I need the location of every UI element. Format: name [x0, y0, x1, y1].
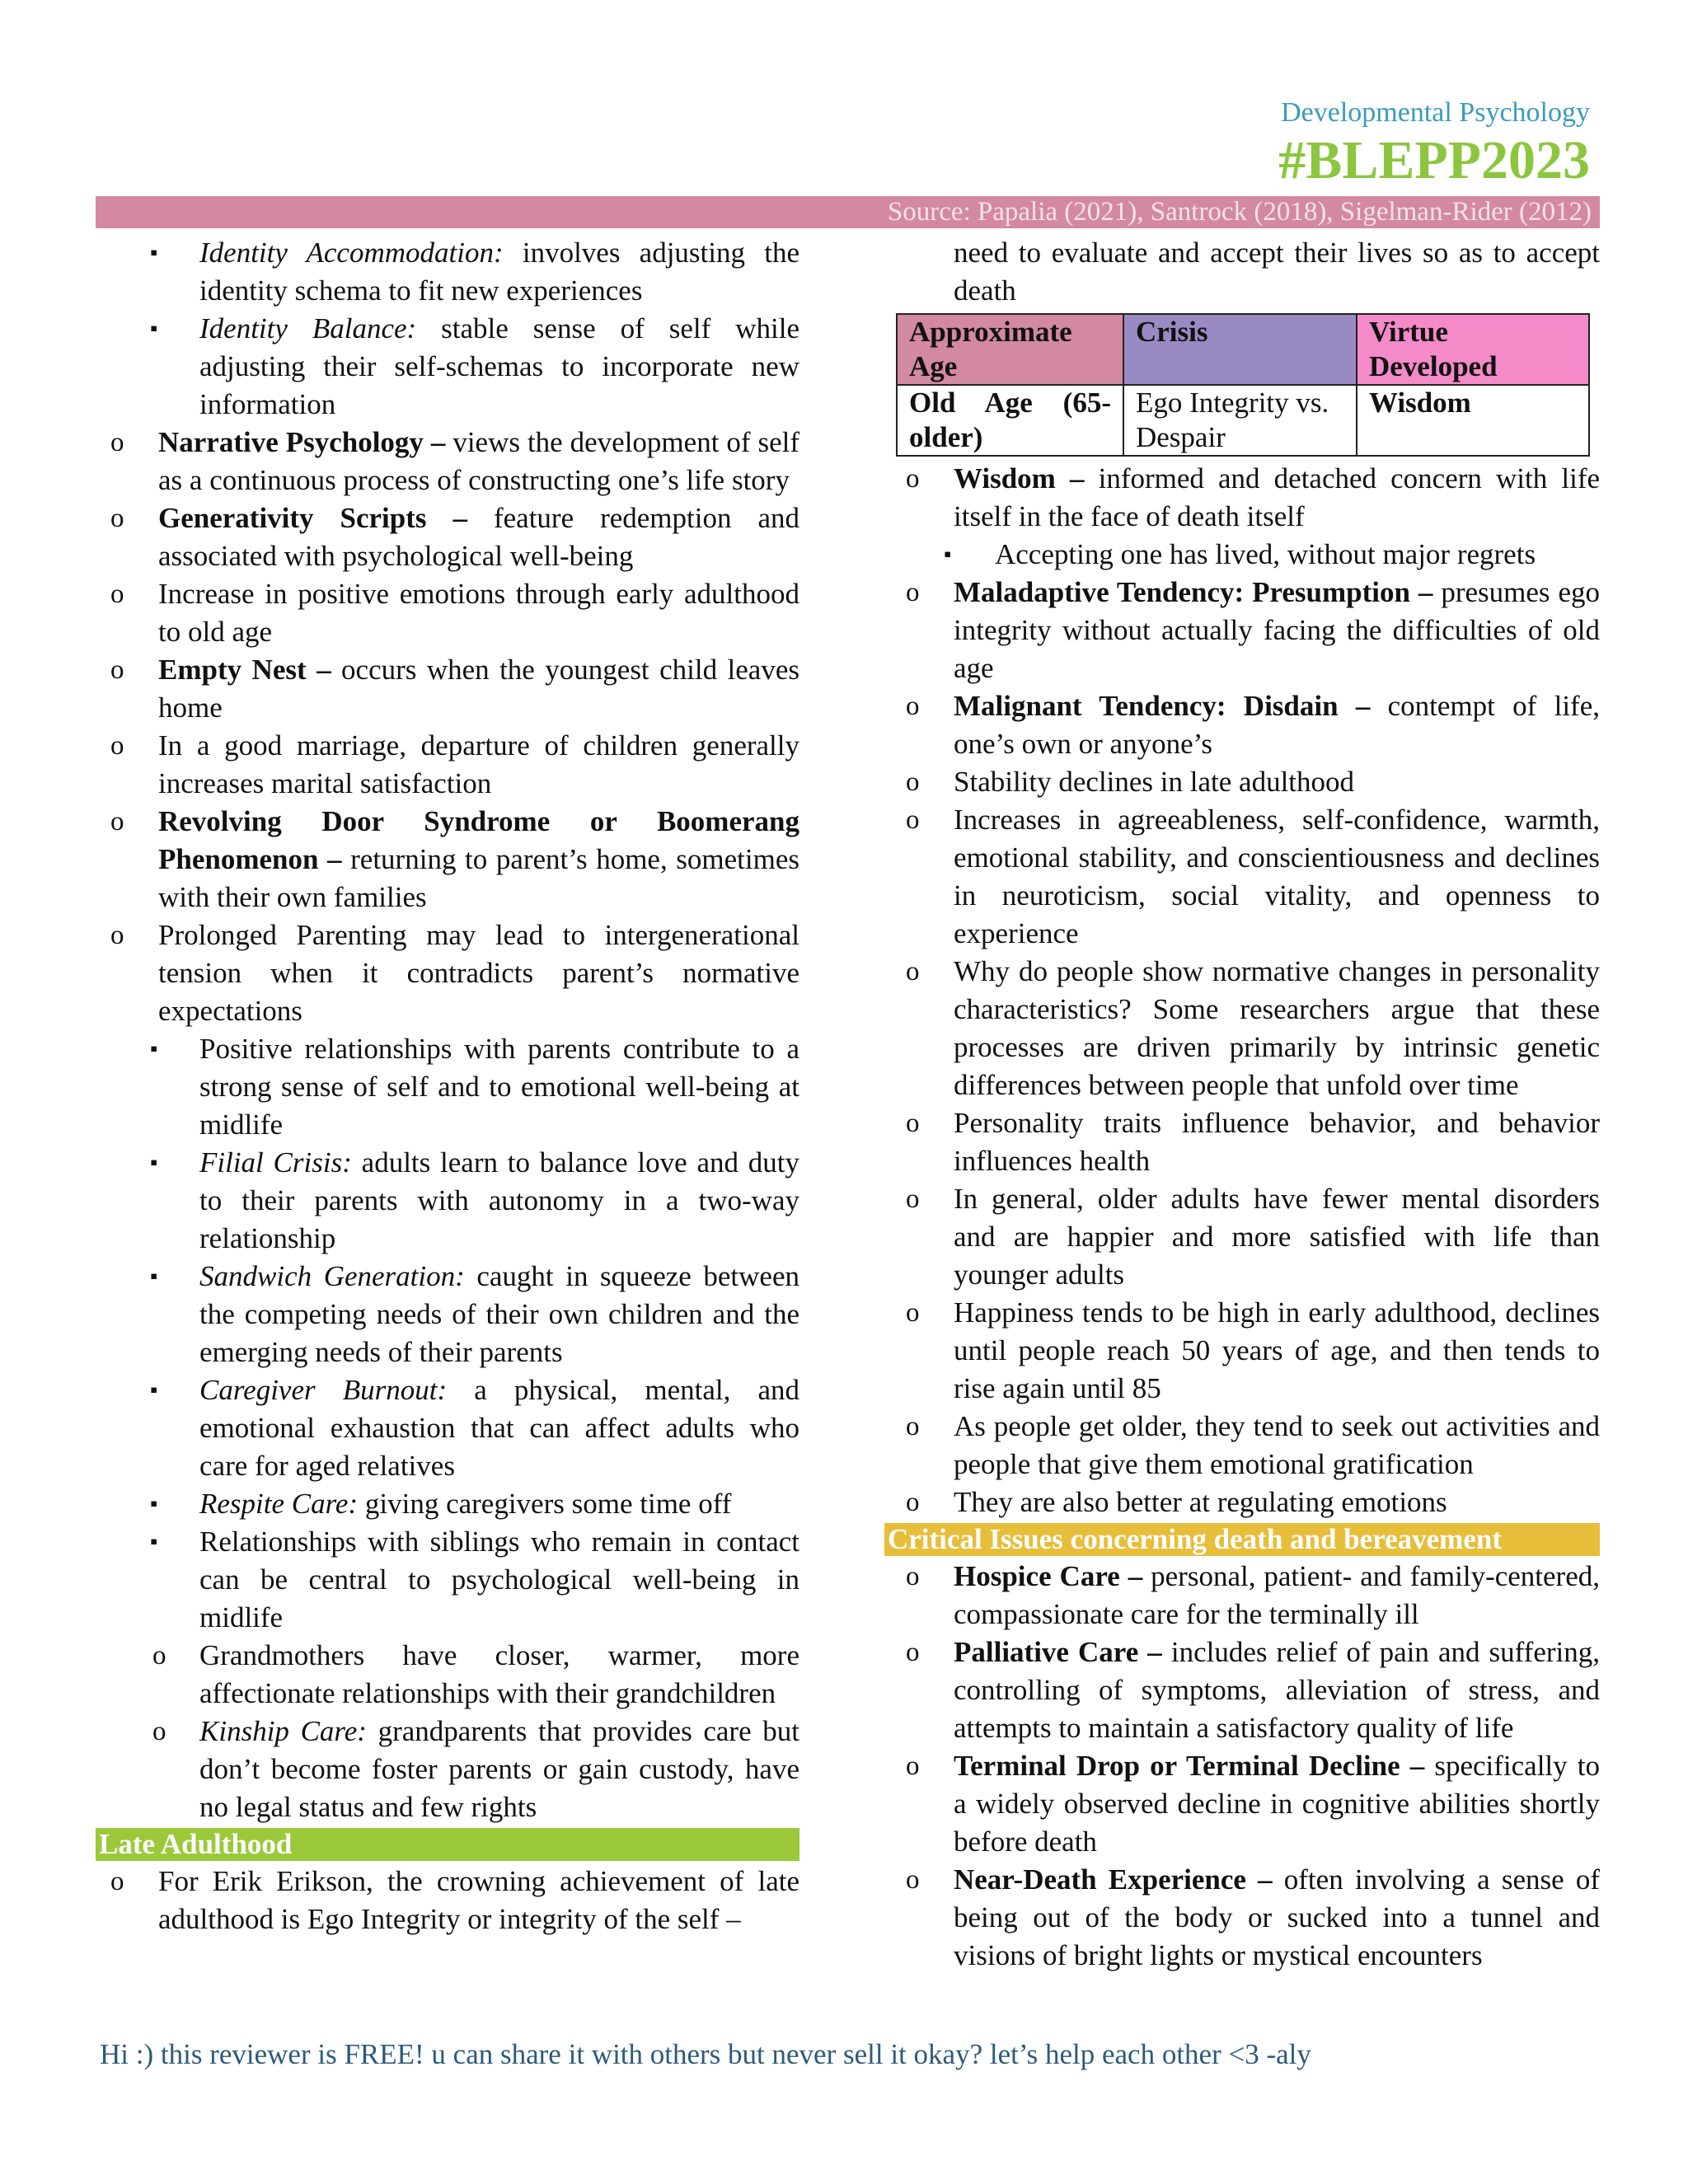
term: Identity Accommodation:	[199, 237, 504, 269]
list-item	[891, 801, 1600, 953]
definition: feature redemption and associated with psychological well-being	[158, 502, 799, 572]
term: Empty Nest –	[158, 654, 331, 686]
list-item	[891, 763, 1600, 801]
item-text: Grandmothers have closer, warmer, more affectionate relationships with their grandchildren	[199, 1639, 799, 1709]
source-bar	[96, 196, 1600, 228]
list-item	[96, 1030, 799, 1144]
list-item	[96, 1523, 799, 1637]
list-item	[891, 1747, 1600, 1861]
source-text: Source: Papalia (2021), Santrock (2018), Sigelman-Rider (2012)	[887, 197, 1592, 227]
list-item	[891, 1483, 1600, 1521]
term: Narrative Psychology –	[158, 426, 446, 458]
list-item	[891, 687, 1600, 763]
table-cell: Wisdom	[1357, 385, 1589, 456]
list-item	[96, 803, 799, 916]
definition: includes relief of pain and suffering, controlling of symptoms, alleviation of stress, and attempts to maintain a satisfactory quality of life	[954, 1636, 1600, 1744]
item-text: Increases in agreeableness, self-confidence, warmth, emotional stability, and conscientiousness and declines in neuroticism, social vitality, and openness to experience	[954, 804, 1600, 949]
list-item	[96, 727, 799, 803]
header-subtitle: Developmental Psychology	[1281, 97, 1590, 128]
table-row	[897, 385, 1589, 456]
item-text: Prolonged Parenting may lead to intergenerational tension when it contradicts parent’s normative expectations	[158, 919, 799, 1027]
item-text: Happiness tends to be high in early adulthood, declines until people reach 50 years of age, and then tends to rise again until 85	[954, 1296, 1600, 1404]
table-cell: Ego Integrity vs. Despair	[1123, 385, 1357, 456]
term: Kinship Care:	[199, 1715, 367, 1747]
item-text: As people get older, they tend to seek out activities and people that give them emotional gratification	[954, 1410, 1600, 1480]
term: Revolving Door Syndrome or Boomerang Phenomenon –	[158, 805, 799, 875]
definition: involves adjusting the identity schema to fit new experiences	[199, 237, 799, 307]
list-item	[96, 310, 799, 424]
list-item	[96, 234, 799, 310]
list-item	[891, 536, 1600, 574]
list-item	[96, 1637, 799, 1713]
term: Identity Balance:	[199, 312, 417, 344]
term: Hospice Care –	[954, 1560, 1143, 1592]
definition: informed and detached concern with life itself in the face of death itself	[954, 462, 1601, 532]
list-item	[96, 1713, 799, 1826]
item-text: Stability declines in late adulthood	[954, 766, 1355, 798]
item-text: For Erik Erikson, the crowning achievement of late adulthood is Ego Integrity or integrity of the self –	[158, 1865, 799, 1935]
list-item	[96, 651, 799, 727]
list-item	[891, 1633, 1600, 1747]
item-text: Personality traits influence behavior, and behavior influences health	[954, 1107, 1600, 1177]
list-item	[96, 916, 799, 1030]
term: Generativity Scripts –	[158, 502, 467, 534]
definition: caught in squeeze between the competing needs of their own children and the emerging needs of their parents	[199, 1260, 799, 1368]
list-item	[96, 499, 799, 575]
term: Wisdom –	[954, 462, 1085, 494]
item-text: In general, older adults have fewer mental disorders and are happier and more satisfied with life than younger adults	[954, 1183, 1600, 1291]
section-header-critical-issues: Critical Issues concerning death and bereavement	[884, 1523, 1600, 1556]
definition: contempt of life, one’s own or anyone’s	[954, 690, 1600, 760]
term: Terminal Drop or Terminal Decline –	[954, 1750, 1425, 1782]
item-text: They are also better at regulating emotions	[954, 1486, 1447, 1518]
list-item	[891, 1294, 1600, 1408]
definition: returning to parent’s home, sometimes with their own families	[158, 843, 800, 913]
term: Caregiver Burnout:	[199, 1374, 448, 1406]
table-header-cell: Virtue Developed	[1357, 314, 1589, 385]
table-header-cell: Crisis	[1123, 314, 1357, 385]
header-title: #BLEPP2023	[1278, 130, 1590, 190]
term: Palliative Care –	[954, 1636, 1162, 1668]
definition: occurs when the youngest child leaves home	[158, 654, 799, 724]
list-item	[96, 1371, 799, 1485]
definition: stable sense of self while adjusting their self-schemas to incorporate new information	[199, 312, 799, 420]
definition: specifically to a widely observed decline in cognitive abilities shortly before death	[954, 1750, 1600, 1858]
definition: a physical, mental, and emotional exhaustion that can affect adults who care for aged relatives	[199, 1374, 799, 1482]
definition: adults learn to balance love and duty to their parents with autonomy in a two-way relationship	[199, 1146, 799, 1254]
list-item	[96, 1144, 799, 1258]
list-item	[891, 1558, 1600, 1633]
item-text: Relationships with siblings who remain in contact can be central to psychological well-being in midlife	[199, 1526, 799, 1633]
item-text: Accepting one has lived, without major regrets	[995, 538, 1536, 570]
footer-note: Hi :) this reviewer is FREE! u can share it with others but never sell it okay? let’s help each other <3 -aly	[100, 2038, 1311, 2070]
list-item	[891, 1180, 1600, 1294]
list-item	[891, 1104, 1600, 1180]
list-item	[96, 575, 799, 651]
list-item	[96, 1863, 799, 1938]
list-item	[891, 574, 1600, 687]
left-column	[96, 234, 799, 1938]
continued-text: need to evaluate and accept their lives so as to accept death	[954, 237, 1600, 307]
term: Near-Death Experience –	[954, 1863, 1273, 1896]
definition: giving caregivers some time off	[358, 1488, 732, 1520]
item-text: Why do people show normative changes in personality characteristics? Some researchers argue that these processes are driven primarily by intrinsic genetic differences between people that unfold over time	[954, 955, 1600, 1101]
item-text: In a good marriage, departure of children generally increases marital satisfaction	[158, 729, 799, 799]
erikson-stage-table	[896, 313, 1590, 457]
term: Respite Care:	[199, 1488, 359, 1520]
table-header-cell: Approximate Age	[897, 314, 1123, 385]
list-item	[96, 1258, 799, 1371]
right-column	[888, 234, 1601, 1975]
list-item	[891, 953, 1600, 1104]
list-item	[96, 424, 799, 499]
item-text: Increase in positive emotions through early adulthood to old age	[158, 578, 799, 648]
definition: personal, patient- and family-centered, compassionate care for the terminally ill	[954, 1560, 1600, 1630]
table-header-row	[897, 314, 1589, 385]
term: Filial Crisis:	[199, 1146, 352, 1179]
definition: often involving a sense of being out of the body or sucked into a tunnel and visions of bright lights or mystical encounters	[954, 1863, 1600, 1971]
definition: views the development of self as a continuous process of constructing one’s life story	[158, 426, 800, 496]
list-item	[891, 1408, 1600, 1483]
list-item	[96, 1485, 799, 1523]
definition: presumes ego integrity without actually facing the difficulties of old age	[954, 576, 1600, 684]
term: Sandwich Generation:	[199, 1260, 465, 1292]
list-item	[891, 1861, 1600, 1975]
item-text: Positive relationships with parents contribute to a strong sense of self and to emotional well-being at midlife	[199, 1033, 799, 1141]
section-header-late-adulthood: Late Adulthood	[96, 1828, 799, 1861]
table-cell: Old Age (65-older)	[897, 385, 1123, 456]
list-item	[891, 460, 1600, 536]
definition: grandparents that provides care but don’t become foster parents or gain custody, have no legal status and few rights	[199, 1715, 799, 1823]
term: Maladaptive Tendency: Presumption –	[954, 576, 1433, 608]
term: Malignant Tendency: Disdain –	[954, 690, 1371, 722]
